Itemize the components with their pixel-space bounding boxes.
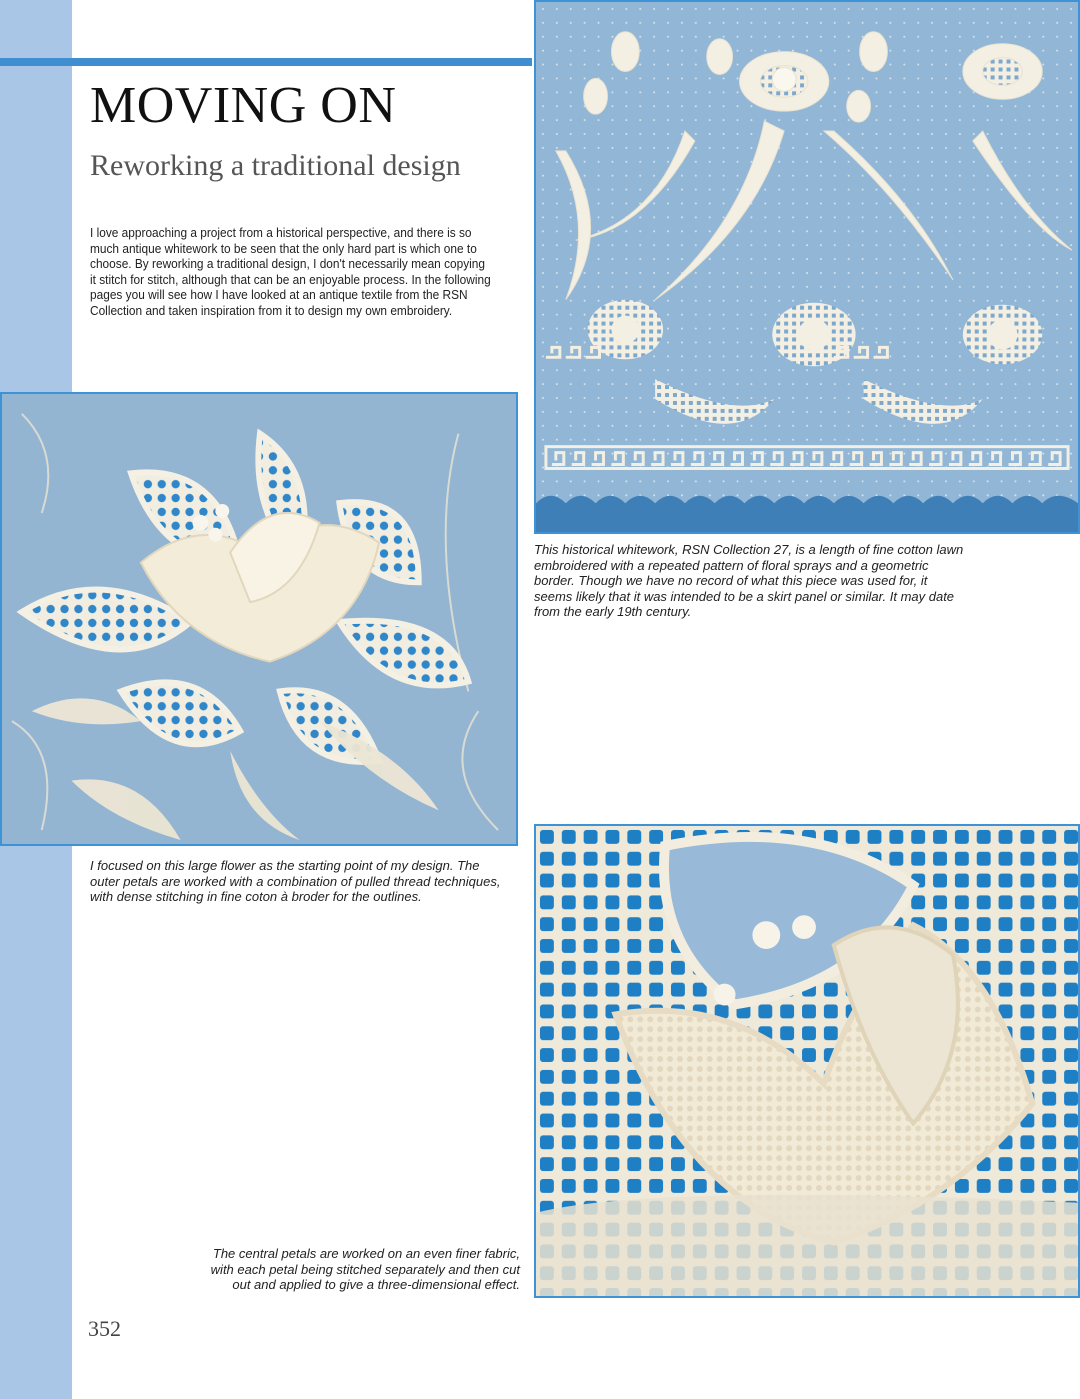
closeup-caption: The central petals are worked on an even finer fabric, with each petal being stitched separately and then cut out and applied to give a three-dimensional effect.: [210, 1246, 520, 1292]
page-number: 352: [88, 1316, 121, 1341]
historical-caption: This historical whitework, RSN Collection 27, is a length of fine cotton lawn embroidered with a repeated pattern of floral sprays and a geometric border. Though we have no record of what this piece was used for, it seems likely that it was intended to be a skirt panel or similar. It may date from the early 19th century.: [534, 542, 964, 619]
closeup-petals-photo: [534, 824, 1080, 1298]
flower-caption: I focused on this large flower as the starting point of my design. The outer petals are worked with a combination of pulled thread techniques, with dense stitching in fine coton à broder for the outlines.: [90, 858, 501, 904]
historical-whitework-photo: [534, 0, 1080, 534]
large-flower-photo: [0, 392, 518, 846]
intro-paragraph: I love approaching a project from a historical perspective, and there is so much antique whitework to be seen that the only hard part is which one to choose. By reworking a traditional design, I don't necessarily mean copying it stitch for stitch, although that can be an enjoyable process. In the following pages you will see how I have looked at an antique textile from the RSN Collection and taken inspiration from it to design my own embroidery.: [90, 226, 491, 318]
page-title: MOVING ON: [90, 77, 397, 134]
page-subtitle: Reworking a traditional design: [90, 149, 461, 182]
header-rule: [0, 58, 532, 66]
